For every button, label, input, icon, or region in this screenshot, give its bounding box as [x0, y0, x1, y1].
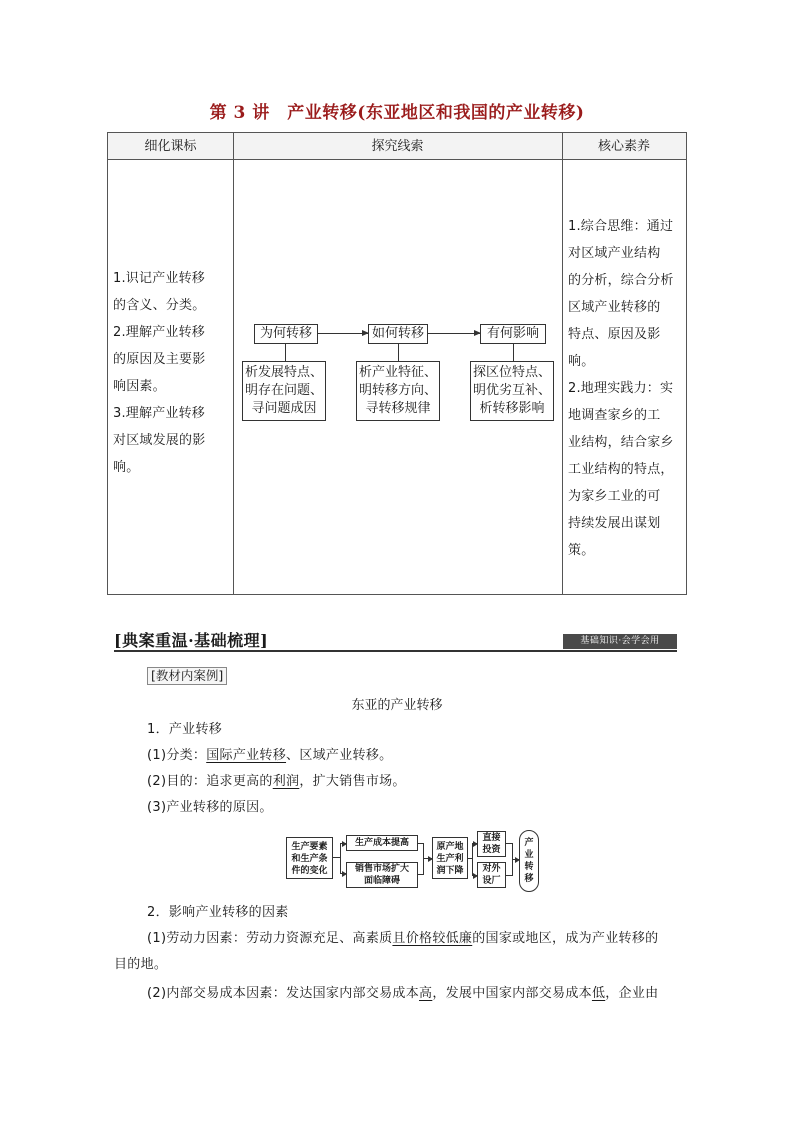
outline-table [107, 132, 687, 595]
literacy-line: 1.综合思维：通过 [568, 219, 674, 234]
header-clues: 探究线索 [233, 133, 562, 160]
diagram-text: 件的变化 [291, 866, 328, 876]
column-divider [233, 133, 234, 594]
literacy-line: 地调查家乡的工 [568, 408, 661, 423]
flow-connector [285, 344, 286, 361]
diagram-text: 直接 [482, 833, 501, 843]
diagram-source-box [286, 837, 333, 879]
literacy-line: 区域产业转移的 [568, 300, 661, 315]
underlined-answer: 且价格较低廉 [392, 931, 473, 946]
diagram-outcome-node [519, 830, 539, 892]
curriculum-line: 响因素。 [113, 379, 166, 394]
diagram-text: 面临障碍 [363, 876, 400, 886]
paragraph-labor-cont: 目的地。 [114, 957, 168, 972]
diagram-arrow [423, 858, 432, 859]
diagram-cause-market [346, 862, 418, 888]
flow-detail-impact [470, 361, 554, 421]
literacy-line: 策。 [568, 543, 595, 558]
diagram-text: 移 [524, 874, 534, 884]
diagram-cause-cost: 生产成本提高 [346, 835, 418, 851]
text-run: ，企业由 [605, 986, 659, 1001]
underlined-answer: 利润 [272, 774, 300, 789]
underlined-answer: 高 [419, 986, 433, 1001]
diagram-action-invest [477, 831, 506, 857]
case-title: 东亚的产业转移 [351, 698, 443, 713]
flow-connector [398, 344, 399, 361]
flow-step-why: 为何转移 [254, 324, 318, 344]
curriculum-line: 响。 [113, 460, 140, 475]
paragraph-transaction-cost [147, 984, 658, 1004]
diagram-arrow [512, 859, 519, 860]
paragraph-labor [147, 929, 658, 949]
diagram-text: 设厂 [482, 876, 501, 886]
column-divider [562, 133, 563, 594]
header-curriculum: 细化课标 [108, 133, 233, 160]
diagram-text: 生产利 [436, 854, 464, 864]
text-run: (2)目的：追求更高的 [147, 774, 273, 789]
literacy-line: 特点、原因及影响。 [568, 327, 661, 369]
literacy-line: 工业结构的特点， [568, 462, 674, 477]
diagram-text: 原产地 [436, 842, 464, 852]
text-run: ，发展中国家内部交易成本 [432, 986, 592, 1001]
flow-detail-line: 析转移影响 [479, 401, 545, 416]
diagram-line [333, 857, 340, 858]
page-title: 第 3 讲 产业转移(东亚地区和我国的产业转移) [209, 103, 585, 123]
curriculum-line: 的原因及主要影 [113, 352, 206, 367]
literacy-line: 业结构，结合家乡 [568, 435, 674, 450]
literacy-line: 为家乡工业的可 [568, 489, 661, 504]
text-run: (1)劳动力因素：劳动力资源充足、高素质 [147, 931, 393, 946]
flow-detail-line: 析产业特征、 [358, 365, 437, 380]
flow-step-how: 如何转移 [368, 324, 428, 344]
diagram-text: 润下降 [436, 866, 464, 876]
curriculum-cell [113, 265, 226, 481]
literacy-line: 2.地理实践力：实 [568, 381, 674, 396]
flow-detail-line: 析发展特点、 [244, 365, 323, 380]
diagram-text: 和生产条 [291, 854, 328, 864]
text-run: 的国家或地区，成为产业转移的 [472, 931, 659, 946]
section-title: [典案重温·基础梳理] [114, 631, 269, 650]
flow-detail-line: 明优劣互补、 [472, 383, 551, 398]
flow-detail-line: 寻问题成因 [251, 401, 317, 416]
section-tag: 基础知识·会学会用 [563, 634, 677, 649]
diagram-text: 对外 [482, 864, 501, 874]
diagram-text: 销售市场扩大 [354, 864, 409, 874]
literacy-cell [568, 213, 680, 564]
curriculum-line: 的含义、分类。 [113, 298, 206, 313]
text-run: (1)分类： [147, 748, 207, 763]
diagram-text: 产 [524, 838, 534, 848]
flow-detail-line: 明转移方向、 [358, 383, 437, 398]
literacy-line: 持续发展出谋划 [568, 516, 661, 531]
text-run: (2)内部交易成本因素：发达国家内部交易成本 [147, 986, 420, 1001]
paragraph-causes: (3)产业转移的原因。 [147, 800, 273, 815]
diagram-line [340, 843, 341, 873]
flow-connector [513, 344, 514, 361]
section-rule [114, 650, 677, 652]
diagram-text: 投资 [482, 845, 501, 855]
curriculum-line: 2.理解产业转移 [113, 325, 206, 340]
diagram-text: 生产要素 [291, 842, 328, 852]
flow-step-impact: 有何影响 [480, 324, 546, 344]
diagram-text: 业 [524, 850, 534, 860]
heading-factors: 2．影响产业转移的因素 [147, 905, 289, 920]
underlined-answer: 国际产业转移 [206, 748, 287, 763]
curriculum-line: 1.识记产业转移 [113, 271, 206, 286]
flow-detail-line: 寻转移规律 [365, 401, 431, 416]
flow-detail-why [242, 361, 326, 421]
literacy-line: 的分析，综合分析 [568, 273, 674, 288]
flow-arrow [318, 333, 368, 334]
diagram-line [472, 843, 473, 875]
text-run: 、区域产业转移。 [286, 748, 393, 763]
diagram-line [423, 843, 424, 875]
literacy-line: 对区域产业结构 [568, 246, 661, 261]
diagram-result-box [432, 837, 468, 879]
flow-detail-line: 明存在问题、 [244, 383, 323, 398]
diagram-action-factory [477, 862, 506, 888]
curriculum-line: 3.理解产业转移 [113, 406, 206, 421]
flow-detail-line: 探区位特点、 [472, 365, 551, 380]
header-literacy: 核心素养 [562, 133, 686, 160]
curriculum-line: 对区域发展的影 [113, 433, 206, 448]
diagram-text: 转 [524, 862, 534, 872]
flow-detail-how [356, 361, 440, 421]
heading-industrial-transfer: 1．产业转移 [147, 722, 223, 737]
flow-arrow [428, 333, 480, 334]
paragraph-purpose [147, 772, 406, 792]
underlined-answer: 低 [591, 986, 606, 1001]
text-run: ，扩大销售市场。 [299, 774, 406, 789]
case-label: [教材内案例] [147, 667, 227, 685]
paragraph-classification [147, 746, 392, 766]
